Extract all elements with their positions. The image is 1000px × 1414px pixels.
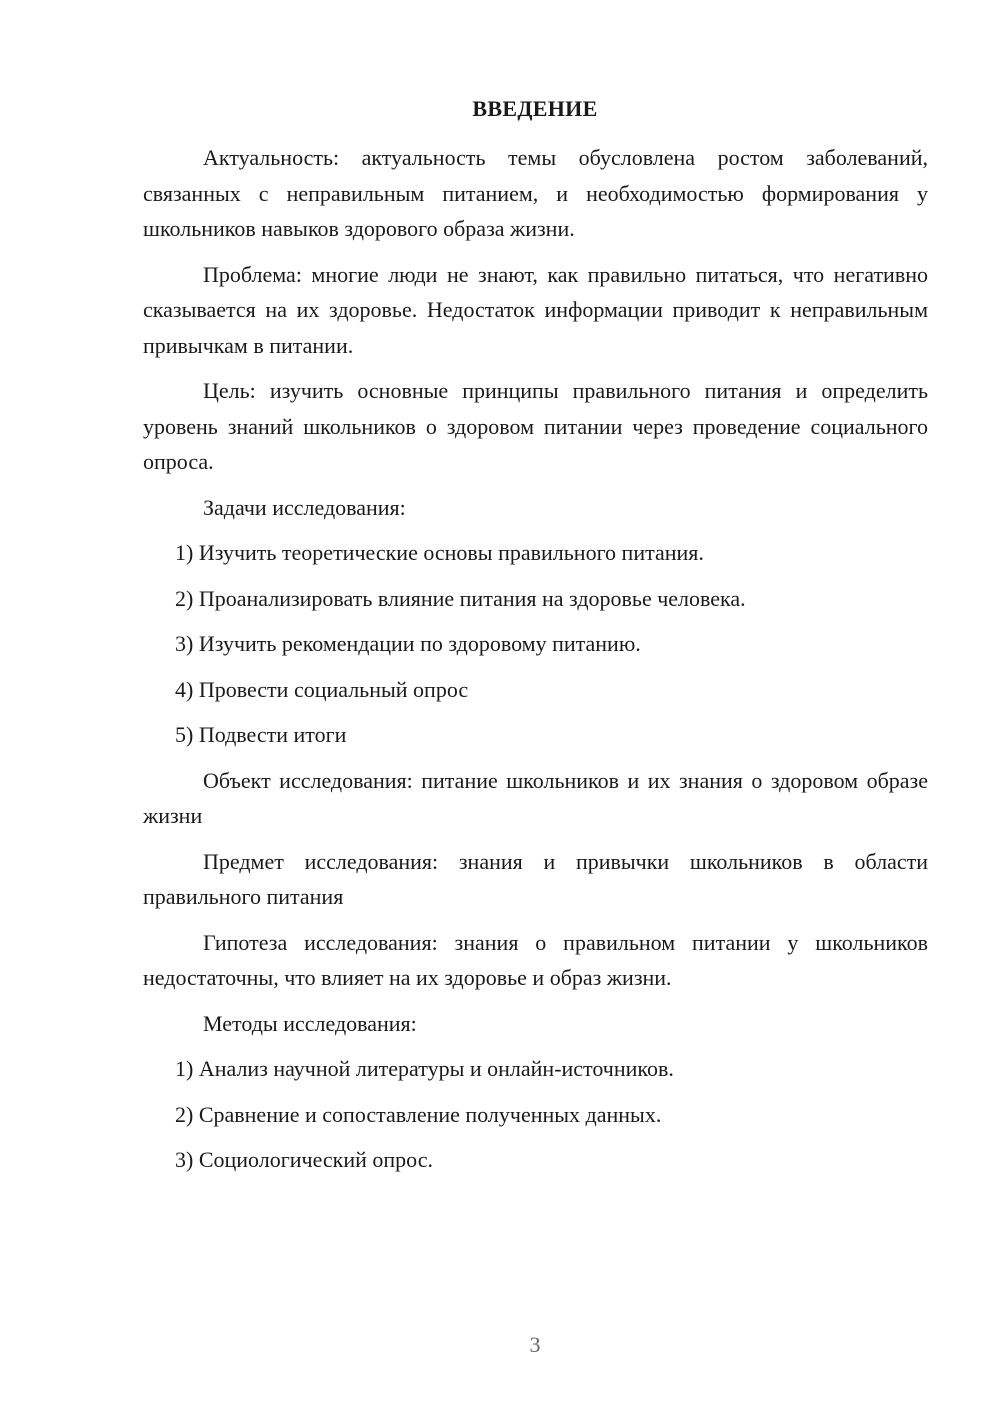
page-title: ВВЕДЕНИЕ <box>472 96 598 121</box>
paragraph-methods-heading: Методы исследования: <box>203 1010 417 1036</box>
list-item: 1) Анализ научной литературы и онлайн-источников. <box>175 1056 674 1081</box>
methods-list <box>143 1051 928 1178</box>
paragraph-problem: Проблема: многие люди не знают, как правильно питаться, что негативно сказывается на их здоровье. Недостаток информации приводит к неправильным привычкам в питании. <box>143 261 928 358</box>
list-item: 5) Подвести итоги <box>175 722 347 747</box>
paragraph-goal: Цель: изучить основные принципы правильного питания и определить уровень знаний школьников о здоровом питании через проведение социального опроса. <box>143 378 928 474</box>
list-item: 1) Изучить теоретические основы правильного питания. <box>175 540 704 565</box>
paragraph-subject: Предмет исследования: знания и привычки школьников в области правильного питания <box>143 848 928 909</box>
document-body <box>143 140 928 1188</box>
paragraph-relevance: Актуальность: актуальность темы обусловлена ростом заболеваний, связанных с неправильным питанием, и необходимостью формирования у школьников навыков здорового образа жизни. <box>143 145 928 241</box>
list-item: 4) Провести социальный опрос <box>175 676 469 702</box>
page-number: 3 <box>529 1332 541 1357</box>
list-item: 2) Проанализировать влияние питания на здоровье человека. <box>175 585 746 611</box>
list-item: 3) Социологический опрос. <box>175 1147 433 1172</box>
tasks-list <box>143 535 928 753</box>
paragraph-tasks-heading: Задачи исследования: <box>203 494 406 520</box>
paragraph-hypothesis: Гипотеза исследования: знания о правильном питании у школьников недостаточны, что влияет на их здоровье и образ жизни. <box>143 929 928 990</box>
paragraph-object: Объект исследования: питание школьников и их знания о здоровом образе жизни <box>143 767 928 828</box>
list-item: 2) Сравнение и сопоставление полученных данных. <box>175 1101 662 1127</box>
list-item: 3) Изучить рекомендации по здоровому питанию. <box>175 631 641 656</box>
